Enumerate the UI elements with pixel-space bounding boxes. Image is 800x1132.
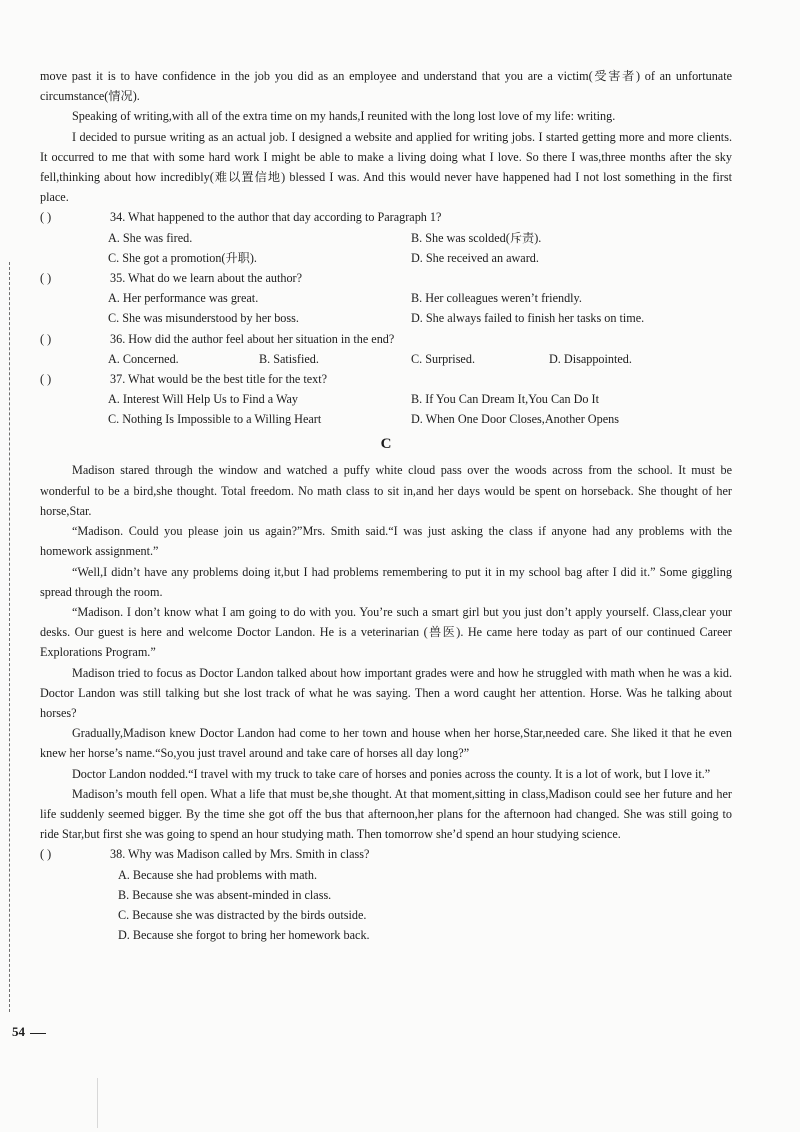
option: C. Nothing Is Impossible to a Willing Heart — [108, 412, 322, 427]
passage-c-paragraph: “Well,I didn’t have any problems doing it,but I had problems remembering to put it in my school bag after I did it.” Some giggling spread through the room. — [40, 564, 732, 599]
option: A. Because she had problems with math. — [118, 867, 318, 882]
option: C. She was misunderstood by her boss. — [108, 311, 299, 326]
answer-blank[interactable]: ( ) — [40, 210, 52, 225]
passage-b-paragraph: I decided to pursue writing as an actual job. I designed a website and applied for writing jobs. I started getting more and more clients. It occurred to me that with some hard work I might be able to make a living doing what I love. So there I was,three months after the sky fell,thinking about how incredibly(难以置信地) blessed I was. And this would never have happened had I not lost something in the first place. — [40, 129, 732, 205]
question-stem: 35. What do we learn about the author? — [110, 270, 303, 285]
question-38 — [40, 844, 732, 864]
question-stem: 36. How did the author feel about her situation in the end? — [110, 331, 395, 346]
question-stem: 37. What would be the best title for the text? — [110, 371, 328, 386]
cut-line — [9, 262, 10, 1012]
option: C. She got a promotion(升职). — [108, 250, 257, 265]
option: D. Disappointed. — [549, 351, 632, 366]
section-heading: C — [380, 436, 392, 453]
question-35 — [40, 268, 732, 288]
answer-blank[interactable]: ( ) — [40, 371, 52, 386]
option: D. When One Door Closes,Another Opens — [411, 412, 619, 427]
passage-b-paragraph: Speaking of writing,with all of the extra time on my hands,I reunited with the long lost love of my life: writing. — [72, 109, 616, 124]
option: C. Because she was distracted by the birds outside. — [118, 907, 367, 922]
option: A. Her performance was great. — [108, 291, 259, 306]
option: D. Because she forgot to bring her homework back. — [118, 928, 370, 943]
passage-c-paragraph: “Madison. Could you please join us again?”Mrs. Smith said.“I was just asking the class if anyone had any problems with the homework assignment.” — [40, 524, 732, 559]
option: B. She was scolded(斥责). — [411, 230, 542, 245]
option: A. She was fired. — [108, 230, 193, 245]
option: B. If You Can Dream It,You Can Do It — [411, 392, 600, 407]
option: C. Surprised. — [411, 351, 475, 366]
margin-line — [97, 1078, 98, 1128]
question-37 — [40, 369, 732, 389]
answer-blank[interactable]: ( ) — [40, 847, 52, 862]
option: D. She always failed to finish her tasks on time. — [411, 311, 645, 326]
option: A. Concerned. — [108, 351, 179, 366]
passage-c-paragraph: “Madison. I don’t know what I am going to do with you. You’re such a smart girl but you just don’t apply yourself. Class,clear your desks. Our guest is here and welcome Doctor Landon. He is a veterinarian (兽医). He came here today as part of our continued Career Explorations Program.” — [40, 604, 732, 660]
page-number — [12, 1024, 46, 1040]
question-36 — [40, 329, 732, 349]
answer-blank[interactable]: ( ) — [40, 331, 52, 346]
passage-c-paragraph: Madison’s mouth fell open. What a life that must be,she thought. At that moment,sitting in class,Madison could see her future and her life suddenly seemed bigger. By the time she got off the bus that afternoon,her plans for the afternoon had changed. She was still going to ride Star,but first she was going to spend an hour studying math. Then tomorrow she’d spend an hour studying science. — [40, 786, 732, 842]
answer-blank[interactable]: ( ) — [40, 270, 52, 285]
passage-b-paragraph: move past it is to have confidence in the job you did as an employee and understand that you are a victim(受害者) of an unfortunate circumstance(情况). — [40, 69, 732, 104]
option: B. Satisfied. — [259, 351, 319, 366]
passage-c-paragraph: Doctor Landon nodded.“I travel with my truck to take care of horses and ponies across the county. It is a lot of work, but I love it.” — [72, 766, 711, 781]
page-number-text: 54 — [12, 1024, 25, 1039]
passage-c-paragraph: Gradually,Madison knew Doctor Landon had come to her town and house when her horse,Star,needed care. She liked it that he even knew her horse’s name.“So,you just travel around and take care of horses all day long?” — [40, 726, 732, 761]
option: A. Interest Will Help Us to Find a Way — [108, 392, 299, 407]
page-content — [40, 66, 732, 945]
passage-c-paragraph: Madison stared through the window and watched a puffy white cloud pass over the woods across from the school. It must be wonderful to be a bird,she thought. Total freedom. No math class to sit in,and her days would be spent on horseback. She thought of her horse,Star. — [40, 463, 732, 518]
page-number-rule — [30, 1033, 46, 1034]
question-stem: 38. Why was Madison called by Mrs. Smith in class? — [110, 847, 370, 862]
passage-c-paragraph: Madison tried to focus as Doctor Landon talked about how important grades were and how he struggled with math when he was a kid. Doctor Landon was still talking but she lost track of what he was saying. Then a word caught her attention. Horse. Was he talking about horses? — [40, 665, 732, 720]
option: B. Because she was absent-minded in class. — [118, 887, 332, 902]
option: B. Her colleagues weren’t friendly. — [411, 291, 582, 306]
question-stem: 34. What happened to the author that day according to Paragraph 1? — [110, 210, 442, 225]
option: D. She received an award. — [411, 250, 539, 265]
question-34 — [40, 207, 732, 227]
